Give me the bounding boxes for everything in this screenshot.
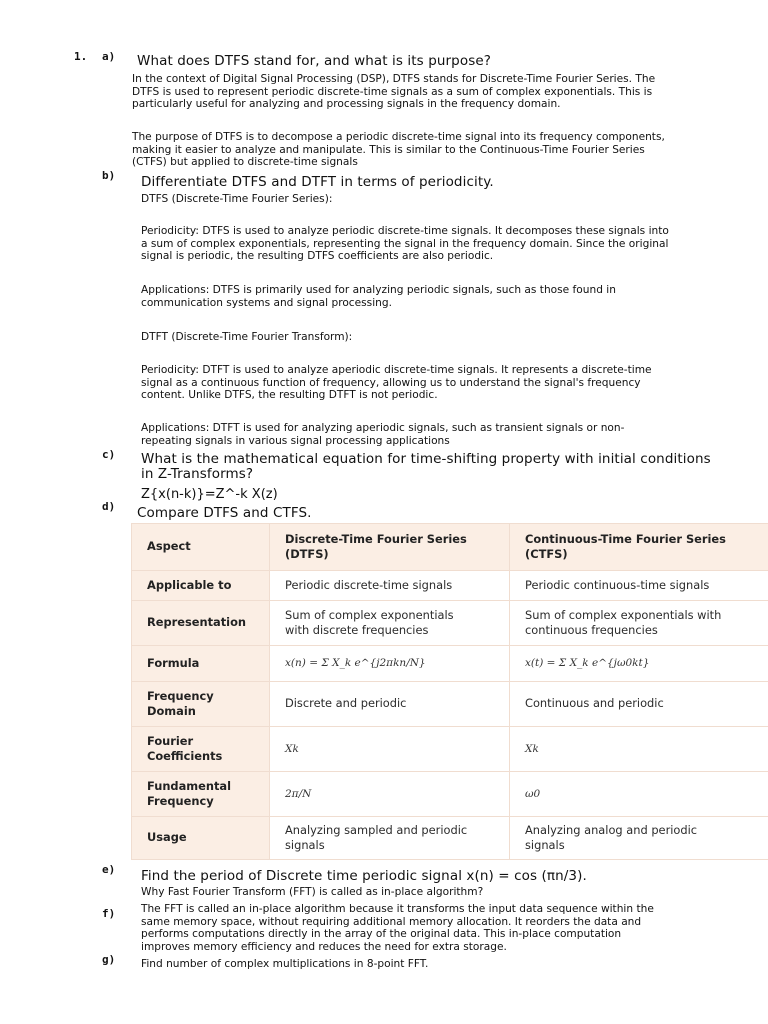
- question-d: Compare DTFS and CTFS.: [137, 505, 312, 521]
- answer-c-equation: Z{x(n-k)}=Z^-k X(z): [141, 487, 278, 502]
- row-aspect: Frequency Domain: [132, 682, 270, 727]
- question-g: Find number of complex multiplications in 8-point FFT.: [141, 958, 429, 970]
- comparison-table: [131, 523, 768, 860]
- dtfs-heading: DTFS (Discrete-Time Fourier Series):: [141, 193, 333, 205]
- dtfs-applications: Applications: DTFS is primarily used for analyzing periodic signals, such as those found in communication systems and signal processing.: [141, 284, 616, 309]
- formula-ctfs: [510, 646, 768, 682]
- table-row: [132, 601, 768, 646]
- header-ctfs: Continuous-Time Fourier Series (CTFS): [510, 524, 768, 571]
- part-label-g: g): [102, 953, 116, 966]
- fundamental-dtfs: 2π/N: [285, 787, 312, 800]
- row-dtfs: Sum of complex exponentials with discrete frequencies: [270, 601, 510, 646]
- row-ctfs: [510, 727, 768, 772]
- row-aspect: Applicable to: [132, 571, 270, 601]
- part-label-d: d): [102, 500, 116, 513]
- row-aspect: Usage: [132, 817, 270, 860]
- fundamental-ctfs: ω0: [525, 787, 541, 800]
- part-label-c: c): [102, 448, 116, 461]
- part-label-a: a): [102, 50, 116, 63]
- table-row: [132, 772, 768, 817]
- dtfs-periodicity: Periodicity: DTFS is used to analyze periodic discrete-time signals. It decomposes these signals into a sum of complex exponentials, representing the signal in the frequency domain. Since the original signal is periodic, the resulting DTFS coefficients are also periodic.: [141, 225, 669, 263]
- row-dtfs: [270, 727, 510, 772]
- question-c: What is the mathematical equation for time-shifting property with initial conditions in Z-Transforms?: [141, 451, 711, 482]
- coeff-ctfs: Xk: [525, 742, 539, 755]
- row-ctfs: Sum of complex exponentials with continuous frequencies: [510, 601, 768, 646]
- row-aspect: Formula: [132, 646, 270, 682]
- row-dtfs: Analyzing sampled and periodic signals: [270, 817, 510, 860]
- part-label-e: e): [102, 863, 116, 876]
- question-e: Find the period of Discrete time periodic signal x(n) = cos (πn/3).: [141, 868, 587, 884]
- coeff-dtfs: Xk: [285, 742, 299, 755]
- part-label-b: b): [102, 169, 116, 182]
- question-b: Differentiate DTFS and DTFT in terms of periodicity.: [141, 174, 494, 190]
- question-number: 1.: [74, 50, 88, 63]
- answer-a-para2: The purpose of DTFS is to decompose a periodic discrete-time signal into its frequency components, making it easier to analyze and manipulate. This is similar to the Continuous-Time Fourier Series (CTFS) but applied to discrete-time signals: [132, 131, 665, 169]
- row-ctfs: Continuous and periodic: [510, 682, 768, 727]
- answer-a-para1: In the context of Digital Signal Processing (DSP), DTFS stands for Discrete-Time Fourier Series. The DTFS is used to represent periodic discrete-time signals as a sum of complex exponentials. This is particularly useful for analyzing and processing signals in the frequency domain.: [132, 73, 656, 111]
- formula-ctfs-text: x(t) = Σ X_k e^{jω0kt}: [525, 657, 650, 670]
- table-row: [132, 727, 768, 772]
- row-dtfs: Periodic discrete-time signals: [270, 571, 510, 601]
- row-ctfs: Periodic continuous-time signals: [510, 571, 768, 601]
- table-row: [132, 682, 768, 727]
- part-label-f: f): [102, 907, 116, 920]
- row-ctfs: Analyzing analog and periodic signals: [510, 817, 768, 860]
- header-aspect: Aspect: [132, 524, 270, 571]
- formula-dtfs-text: x(n) = Σ X_k e^{j2πkn/N}: [285, 657, 426, 670]
- answer-f: The FFT is called an in-place algorithm because it transforms the input data sequence within the same memory space, without requiring additional memory allocation. It reorders the data and performs computations directly in the array of the original data. This in-place computation improves memory efficiency and reduces the need for extra storage.: [141, 903, 654, 953]
- dtft-periodicity: Periodicity: DTFT is used to analyze aperiodic discrete-time signals. It represents a discrete-time signal as a continuous function of frequency, allowing us to understand the signal's frequency content. Unlike DTFS, the resulting DTFT is not periodic.: [141, 364, 652, 402]
- row-aspect: Fourier Coefficients: [132, 727, 270, 772]
- row-aspect: Fundamental Frequency: [132, 772, 270, 817]
- dtft-applications: Applications: DTFT is used for analyzing aperiodic signals, such as transient signals or non- repeating signals in various signal processing applications: [141, 422, 625, 447]
- row-dtfs: [270, 772, 510, 817]
- table-row: [132, 646, 768, 682]
- row-aspect: Representation: [132, 601, 270, 646]
- header-dtfs: Discrete-Time Fourier Series (DTFS): [270, 524, 510, 571]
- formula-dtfs: [270, 646, 510, 682]
- table-row: [132, 817, 768, 860]
- dtft-heading: DTFT (Discrete-Time Fourier Transform):: [141, 331, 353, 343]
- row-ctfs: [510, 772, 768, 817]
- question-a: What does DTFS stand for, and what is its purpose?: [137, 53, 492, 69]
- fft-heading: Why Fast Fourier Transform (FFT) is called as in-place algorithm?: [141, 886, 484, 898]
- table-header-row: [132, 524, 768, 571]
- row-dtfs: Discrete and periodic: [270, 682, 510, 727]
- table-row: [132, 571, 768, 601]
